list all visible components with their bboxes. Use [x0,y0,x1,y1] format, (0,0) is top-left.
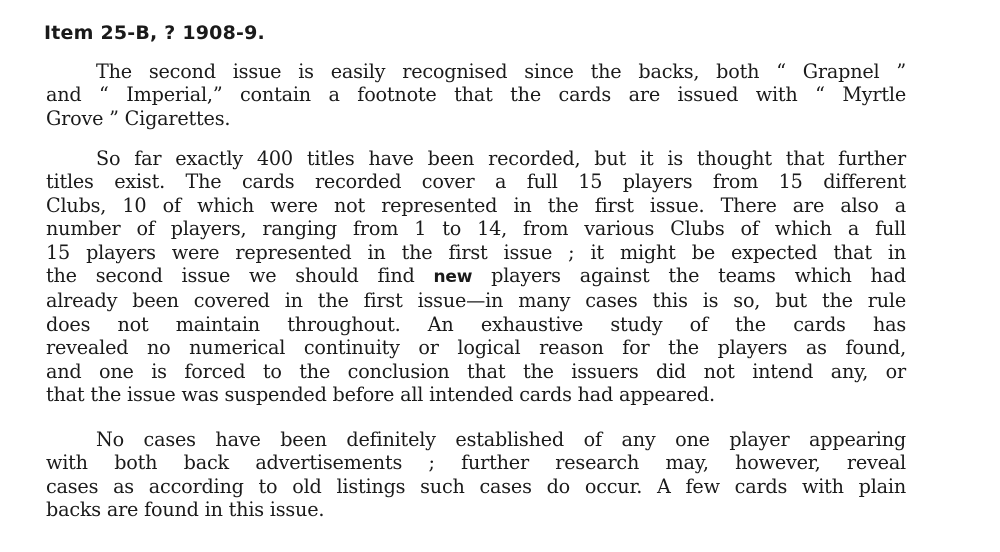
text-line: revealed no numerical continuity or logical reason for the players as found, [46,336,906,360]
text-line: Grove ” Cigarettes. [46,106,231,130]
text-line: and one is forced to the conclusion that the issuers did not intend any, or [46,359,906,383]
item-heading: Item 25-B, ? 1908-9. [44,22,265,44]
text-line: No cases have been definitely established of any one player appearing [96,428,906,451]
text-segment: the second issue we should find [46,264,434,288]
emphasis-new: new [433,267,473,288]
text-segment: players against the teams which had [472,264,906,288]
text-line: backs are found in this issue. [46,498,325,522]
paragraph-3 [46,428,906,522]
text-line-with-emphasis [46,264,906,289]
text-line: The second issue is easily recognised since the backs, both “ Grapnel ” [96,60,906,83]
text-line: titles exist. The cards recorded cover a full 15 players from 15 different [46,170,906,194]
text-line: already been covered in the first issue—in many cases this is so, but the rule [46,289,906,313]
text-line: that the issue was suspended before all intended cards had appeared. [46,383,715,407]
text-line: and “ Imperial,” contain a footnote that the cards are issued with “ Myrtle [46,83,906,107]
text-line: number of players, ranging from 1 to 14, from various Clubs of which a full [46,217,906,241]
text-line: with both back advertisements ; further research may, however, reveal [46,451,906,475]
text-line: cases as according to old listings such cases do occur. A few cards with plain [46,474,906,498]
text-line: So far exactly 400 titles have been recorded, but it is thought that further [96,147,906,170]
text-line: Clubs, 10 of which were not represented in the first issue. There are also a [46,193,906,217]
paragraph-1 [46,60,906,130]
paragraph-2 [46,147,906,406]
text-line: does not maintain throughout. An exhaustive study of the cards has [46,312,906,336]
text-line: 15 players were represented in the first issue ; it might be expected that in [46,240,906,264]
